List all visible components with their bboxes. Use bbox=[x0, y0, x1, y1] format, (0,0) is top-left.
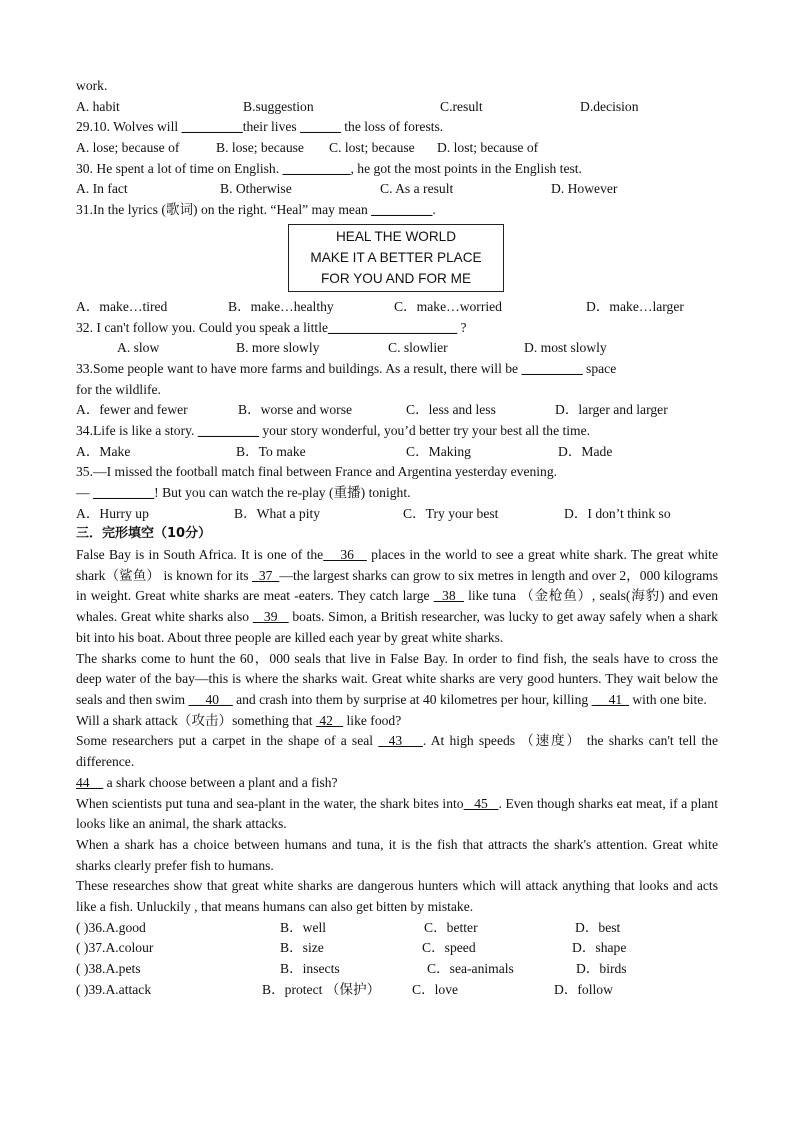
q37-option-d[interactable]: D．shape bbox=[572, 940, 627, 956]
q33-option-d[interactable]: D．larger and larger bbox=[555, 402, 668, 418]
q33-option-a[interactable]: A．fewer and fewer bbox=[76, 402, 188, 418]
q31-options bbox=[76, 297, 718, 318]
q34-stem: 34.Life is like a story. _________ your story wonderful, you’d better try your best all the time. bbox=[76, 422, 591, 438]
q36-option-c[interactable]: C．better bbox=[424, 919, 478, 935]
q31-option-a[interactable]: A．make…tired bbox=[76, 298, 168, 314]
q29-option-a[interactable]: A. lose; because of bbox=[76, 140, 180, 156]
q37-option-c[interactable]: C．speed bbox=[422, 940, 476, 956]
q35-blank[interactable]: _________ bbox=[93, 485, 155, 500]
q28-option-c[interactable]: C.result bbox=[440, 98, 483, 114]
q31-option-b[interactable]: B．make…healthy bbox=[228, 298, 334, 314]
q33-stem-cont: for the wildlife. bbox=[76, 381, 161, 397]
q31-stem: 31.In the lyrics (歌词) on the right. “Heal” may mean _________. bbox=[76, 202, 436, 218]
q37-options bbox=[76, 938, 718, 959]
q35-option-a[interactable]: A．Hurry up bbox=[76, 505, 149, 521]
q30-option-d[interactable]: D. However bbox=[551, 181, 618, 197]
q29-stem: 29.10. Wolves will _________their lives ______ the loss of forests. bbox=[76, 119, 444, 135]
exam-page bbox=[76, 76, 718, 1000]
q35-option-b[interactable]: B．What a pity bbox=[234, 505, 321, 521]
q30-option-b[interactable]: B. Otherwise bbox=[220, 181, 292, 197]
q32-blank[interactable]: ___________________ bbox=[328, 319, 458, 335]
passage-paragraph-8: These researches show that great white sharks are dangerous hunters which will attack anything that looks and acts like a fish. Unluckily , that means humans can also get bitten by mistake. bbox=[76, 878, 718, 915]
cloze-blank-36[interactable]: 36 bbox=[323, 547, 367, 563]
q30-option-a[interactable]: A. In fact bbox=[76, 181, 128, 197]
q32-options bbox=[76, 338, 718, 359]
q34-option-a[interactable]: A．Make bbox=[76, 443, 131, 459]
q29-option-d[interactable]: D. lost; because of bbox=[437, 140, 539, 156]
lyrics-line: FOR YOU AND FOR ME bbox=[320, 270, 472, 286]
section-heading: 三．完形填空（10分） bbox=[76, 526, 212, 542]
q38-option-c[interactable]: C．sea-animals bbox=[427, 961, 514, 977]
passage-paragraph-7: When a shark has a choice between humans and tuna, it is the fish that attracts the shark's attention. Great white sharks clearly prefer fish to humans. bbox=[76, 836, 718, 873]
q32-option-b[interactable]: B. more slowly bbox=[236, 340, 320, 356]
cloze-blank-39[interactable]: 39 bbox=[252, 609, 289, 625]
q38-option-d[interactable]: D．birds bbox=[576, 961, 627, 977]
cloze-blank-42[interactable]: 42 bbox=[315, 712, 344, 728]
q37-option-a[interactable]: ( )37.A.colour bbox=[76, 940, 154, 956]
q29-option-b[interactable]: B. lose; because bbox=[216, 140, 304, 156]
q35-stem: 35.—I missed the football match final between France and Argentina yesterday evening. bbox=[76, 464, 558, 480]
q35-option-d[interactable]: D．I don’t think so bbox=[564, 505, 671, 521]
q36-options bbox=[76, 918, 718, 939]
q32-stem: 32. I can't follow you. Could you speak a little___________________ ? bbox=[76, 319, 467, 335]
cloze-blank-45[interactable]: 45 bbox=[463, 795, 499, 811]
cloze-blank-40[interactable]: __40__ bbox=[188, 691, 233, 707]
q32-option-d[interactable]: D. most slowly bbox=[524, 340, 607, 356]
cloze-blank-41[interactable]: __41_ bbox=[591, 691, 629, 707]
q35-option-c[interactable]: C．Try your best bbox=[403, 505, 499, 521]
q29-options bbox=[76, 138, 718, 159]
cloze-blank-38[interactable]: 38 bbox=[433, 588, 464, 604]
q38-option-b[interactable]: B．insects bbox=[280, 961, 340, 977]
q37-option-b[interactable]: B．size bbox=[280, 940, 324, 956]
q33-stem: 33.Some people want to have more farms and buildings. As a result, there will be _________ space bbox=[76, 360, 617, 376]
q29-option-c[interactable]: C. lost; because bbox=[329, 140, 415, 156]
q38-option-a[interactable]: ( )38.A.pets bbox=[76, 961, 141, 977]
q34-option-b[interactable]: B．To make bbox=[236, 443, 306, 459]
q31-option-c[interactable]: C．make…worried bbox=[394, 298, 502, 314]
passage-paragraph-2: The sharks come to hunt the 60，000 seals that live in False Bay. In order to find fish, the seals have to cross the deep water of the bay—this is where the sharks wait. Great white sharks are very good hunters. They wait below the seals and then swim __40__ and crash into them by surprise at 40 kilometres per hour, killing __41_ with one bite. bbox=[76, 650, 718, 707]
q30-blank[interactable]: __________ bbox=[282, 160, 351, 176]
lyrics-line: MAKE IT A BETTER PLACE bbox=[310, 249, 482, 265]
lyrics-line: HEAL THE WORLD bbox=[335, 228, 457, 244]
q28-option-b[interactable]: B.suggestion bbox=[243, 98, 314, 114]
q28-stem-tail: work. bbox=[76, 78, 108, 93]
q33-options bbox=[76, 400, 718, 421]
q39-option-c[interactable]: C．love bbox=[412, 981, 459, 997]
passage-paragraph-3: Will a shark attack（攻击）something that 42 like food? bbox=[76, 712, 402, 728]
q34-blank[interactable]: _________ bbox=[197, 422, 259, 438]
q39-option-a[interactable]: ( )39.A.attack bbox=[76, 981, 152, 997]
q33-blank[interactable]: _________ bbox=[521, 360, 583, 376]
q33-option-c[interactable]: C．less and less bbox=[406, 402, 496, 418]
passage-paragraph-5: 44__ a shark choose between a plant and a fish? bbox=[76, 774, 338, 790]
q34-options bbox=[76, 442, 718, 463]
q30-stem: 30. He spent a lot of time on English. __________, he got the most points in the English test. bbox=[76, 160, 582, 176]
q39-option-b[interactable]: B．protect （保护） bbox=[262, 981, 381, 997]
q31-blank[interactable]: _________ bbox=[371, 202, 433, 218]
cloze-blank-44[interactable]: 44__ bbox=[76, 774, 104, 790]
q35-stem-reply: — _________! But you can watch the re-play (重播) tonight. bbox=[76, 485, 411, 500]
q36-option-d[interactable]: D．best bbox=[575, 919, 621, 935]
q35-options bbox=[76, 504, 718, 525]
q32-option-a[interactable]: A. slow bbox=[117, 340, 160, 356]
q34-option-d[interactable]: D．Made bbox=[558, 443, 613, 459]
cloze-blank-37[interactable]: 37 bbox=[251, 567, 280, 583]
q28-options bbox=[76, 97, 718, 118]
q28-option-a[interactable]: A. habit bbox=[76, 98, 120, 114]
q36-option-a[interactable]: ( )36.A.good bbox=[76, 919, 146, 935]
q33-option-b[interactable]: B．worse and worse bbox=[238, 402, 353, 418]
passage-paragraph-4: Some researchers put a carpet in the shape of a seal 43 . At high speeds （速度） the sharks can't tell the difference. bbox=[76, 733, 719, 770]
q39-options bbox=[76, 980, 718, 1001]
q31-option-d[interactable]: D．make…larger bbox=[586, 298, 684, 314]
lyrics-box bbox=[288, 224, 504, 292]
q39-option-d[interactable]: D．follow bbox=[554, 981, 613, 997]
q28-option-d[interactable]: D.decision bbox=[580, 98, 639, 114]
q30-option-c[interactable]: C. As a result bbox=[380, 181, 454, 197]
q34-option-c[interactable]: C．Making bbox=[406, 443, 471, 459]
cloze-blank-43[interactable]: 43 bbox=[378, 733, 423, 749]
passage-paragraph-6: When scientists put tuna and sea-plant in the water, the shark bites into 45 . Even though sharks eat meat, if a plant looks like an animal, the shark attacks. bbox=[76, 795, 718, 832]
q29-blank-2[interactable]: ______ bbox=[300, 119, 341, 135]
q29-blank-1[interactable]: _________ bbox=[181, 119, 243, 135]
q30-options bbox=[76, 179, 718, 200]
q36-option-b[interactable]: B．well bbox=[280, 919, 327, 935]
passage-paragraph-1: False Bay is in South Africa. It is one of the 36 places in the world to see a great white shark. The great white shark（鲨鱼） is known for its 37 —the largest sharks can grow to six metres in length and over 2，000 kilograms in weight. Great white sharks are meat -eaters. They catch large 38 like tuna （金枪鱼）, seals(海豹) and even whales. Great white sharks also 39 boats. Simon, a British researcher, was lucky to get away safely when a shark bit into his boat. About three people are killed each year by great white sharks. bbox=[76, 547, 719, 645]
q32-option-c[interactable]: C. slowlier bbox=[388, 340, 448, 356]
q38-options bbox=[76, 959, 718, 980]
